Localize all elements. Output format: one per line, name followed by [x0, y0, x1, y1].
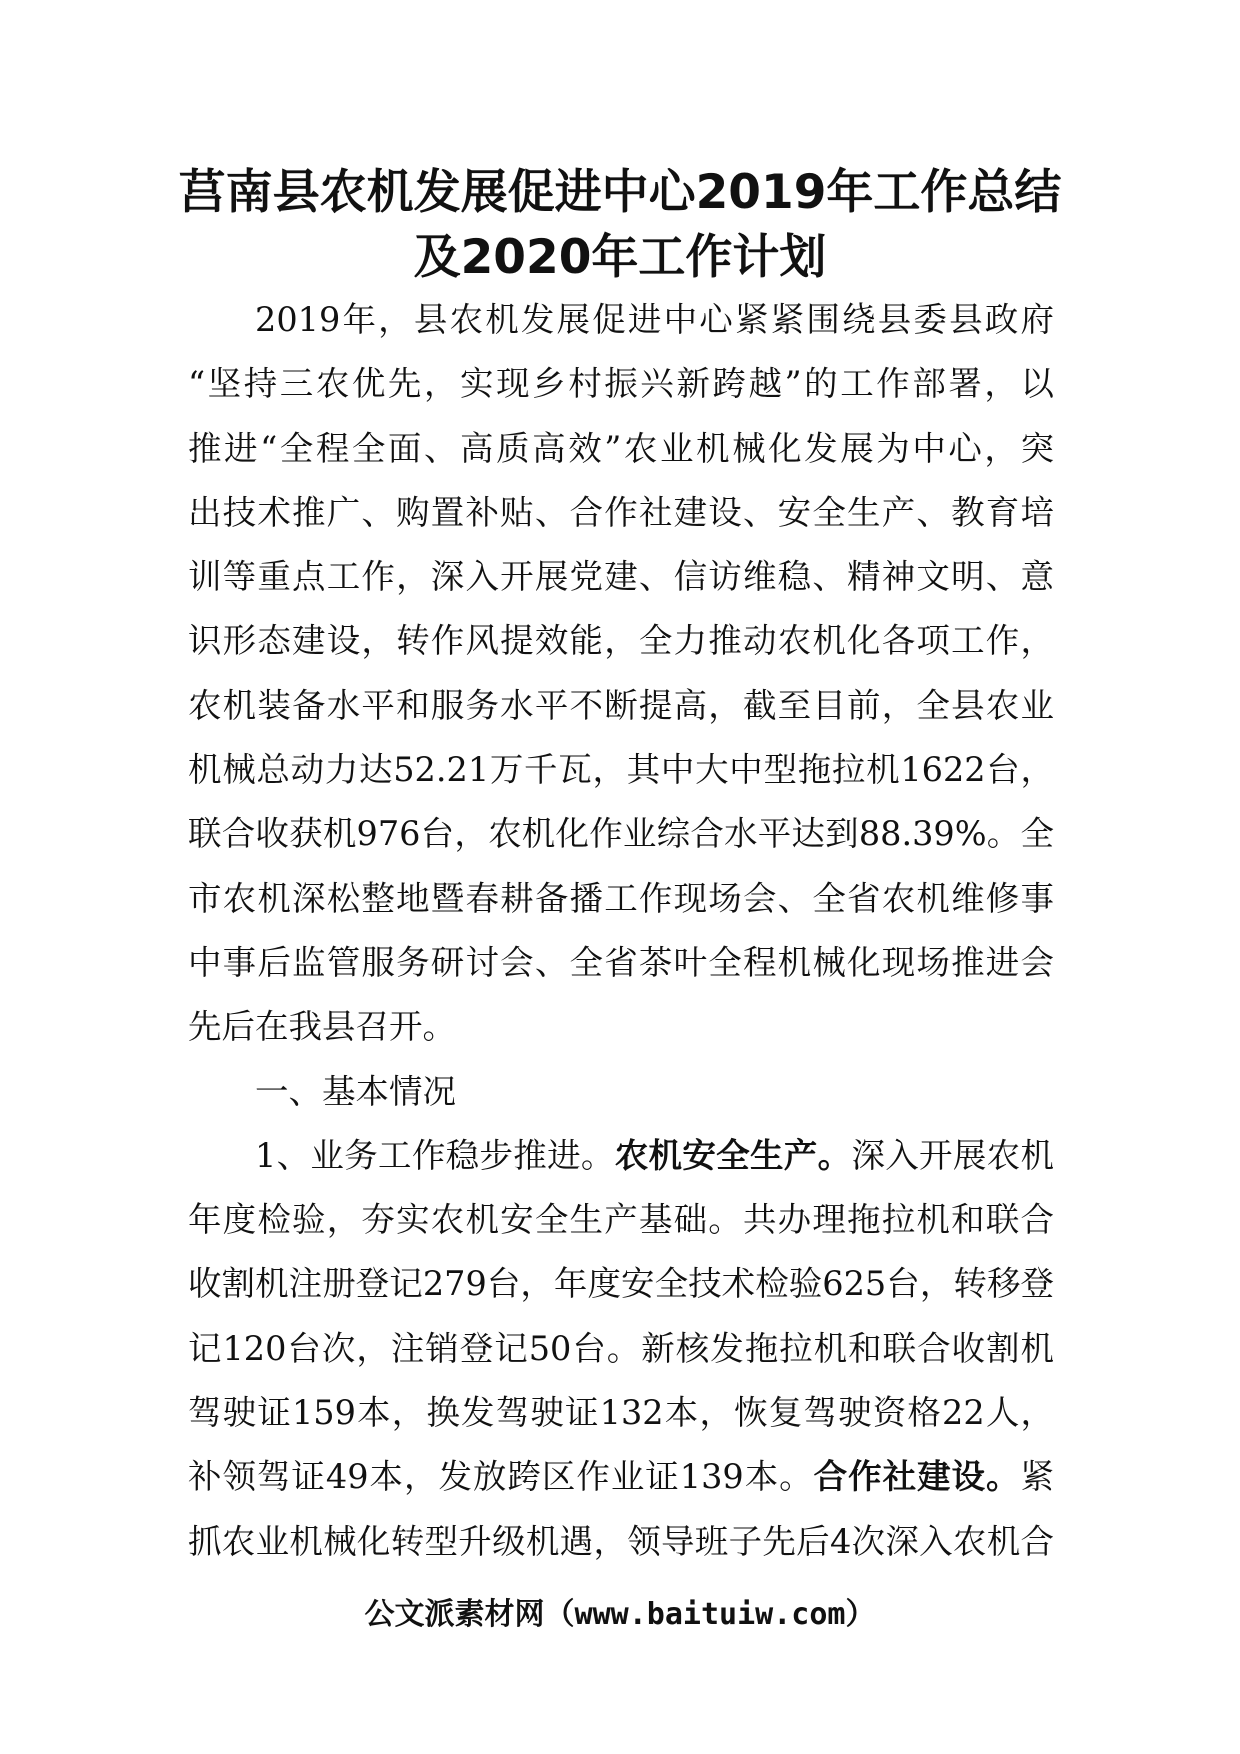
paragraph-line: 训等重点工作，深入开展党建、信访维稳、精神文明、意 — [188, 557, 1054, 597]
bold-subheading: 农机安全生产。 — [614, 1135, 852, 1175]
section-line-text: 补领驾证49本，发放跨区作业证139本。 — [188, 1457, 814, 1497]
paragraph-line: 机械总动力达52.21万千瓦，其中大中型拖拉机1622台， — [188, 750, 1054, 790]
document-body — [188, 288, 1054, 1574]
document-title-line-2: 及2020年工作计划 — [413, 230, 827, 285]
paragraph-line: 识形态建设，转作风提效能，全力推动农机化各项工作， — [188, 621, 1054, 661]
section-heading: 一、基本情况 — [255, 1071, 456, 1111]
section-line — [188, 1445, 1054, 1509]
section-line: 记120台次，注销登记50台。新核发拖拉机和联合收割机 — [188, 1328, 1054, 1368]
paragraph-line: “坚持三农优先，实现乡村振兴新跨越”的工作部署，以 — [188, 364, 1054, 404]
section-line: 抓农业机械化转型升级机遇，领导班子先后4次深入农机合 — [188, 1521, 1054, 1561]
section-line — [188, 1124, 1054, 1188]
paragraph-line: 2019年，县农机发展促进中心紧紧围绕县委县政府 — [255, 300, 1054, 339]
paragraph-line: 农机装备水平和服务水平不断提高，截至目前，全县农业 — [188, 685, 1054, 725]
paragraph-line: 市农机深松整地暨春耕备播工作现场会、全省农机维修事 — [188, 878, 1054, 918]
section-line: 驾驶证159本，换发驾驶证132本，恢复驾驶资格22人， — [188, 1393, 1054, 1433]
section-line-text: 紧 — [1020, 1457, 1054, 1497]
paragraph-line: 中事后监管服务研讨会、全省茶叶全程机械化现场推进会 — [188, 942, 1054, 982]
bold-subheading: 合作社建设。 — [813, 1457, 1021, 1497]
section-line-text: 深入开展农机 — [851, 1135, 1054, 1175]
document-title-line-1: 莒南县农机发展促进中心2019年工作总结 — [178, 165, 1062, 220]
paragraph-line: 推进“全程全面、高质高效”农业机械化发展为中心，突 — [188, 428, 1054, 468]
footer-watermark: 公文派素材网（www.baituiw.com） — [364, 1597, 876, 1632]
section-line: 收割机注册登记279台，年度安全技术检验625台，转移登 — [188, 1264, 1054, 1304]
section-line-text: 1、业务工作稳步推进。 — [255, 1135, 615, 1175]
section-line: 年度检验，夯实农机安全生产基础。共办理拖拉机和联合 — [188, 1200, 1054, 1240]
paragraph-line: 先后在我县召开。 — [188, 1007, 456, 1047]
paragraph-line: 联合收获机976台，农机化作业综合水平达到88.39%。全 — [188, 814, 1054, 854]
paragraph-line: 出技术推广、购置补贴、合作社建设、安全生产、教育培 — [188, 492, 1054, 532]
